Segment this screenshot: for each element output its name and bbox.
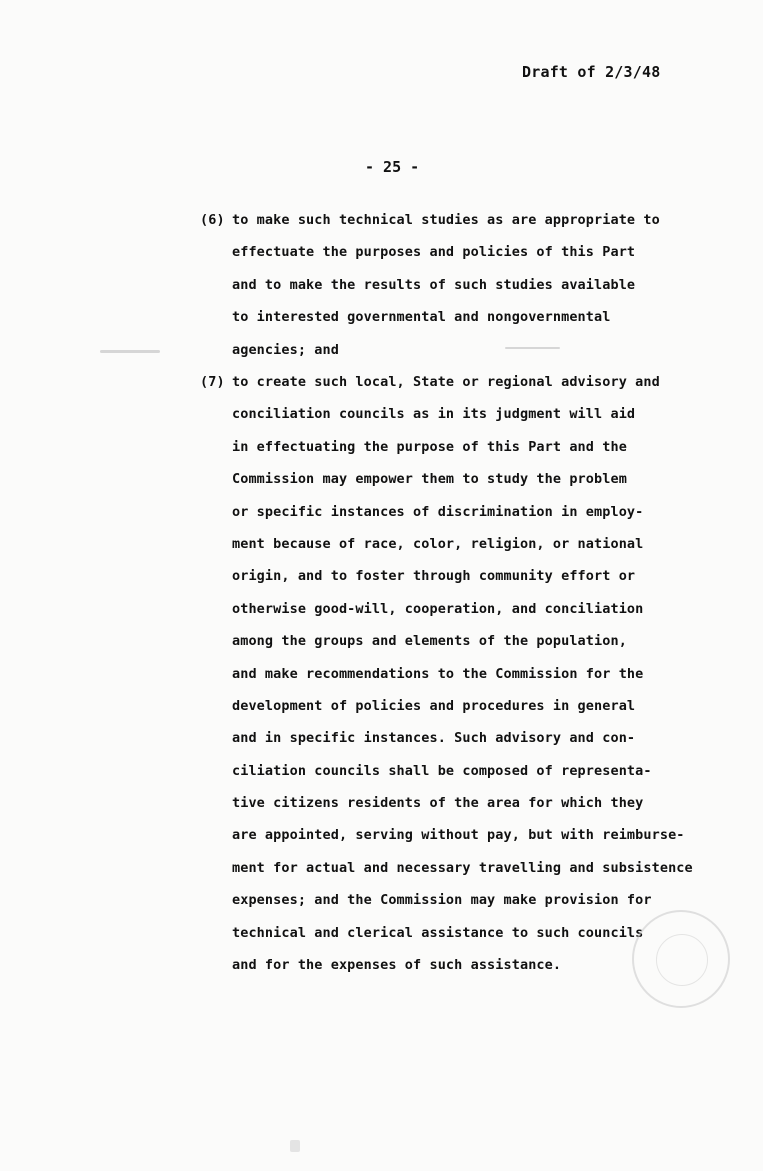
draft-date: Draft of 2/3/48 <box>522 63 661 81</box>
item-7-text-1: to create such local, State or regional advisory and <box>232 374 660 390</box>
item-6-line-5: agencies; and <box>232 341 339 358</box>
item-7-line-19: and for the expenses of such assistance. <box>232 957 562 974</box>
archive-seal-stamp <box>632 910 730 1008</box>
item-7-line-3: in effectuating the purpose of this Part and the <box>232 438 627 455</box>
item-7-line-16: ment for actual and necessary travelling and subsistence <box>232 859 693 876</box>
item-7-marker: (7) <box>200 374 225 390</box>
item-7-line-2: conciliation councils as in its judgment will aid <box>232 406 636 423</box>
scan-speck <box>290 1140 300 1152</box>
item-7-line-15: are appointed, serving without pay, but with reimburse- <box>232 827 685 844</box>
item-7-line-1 <box>200 366 720 398</box>
item-6-line-1 <box>200 204 720 236</box>
scan-speck <box>505 347 560 349</box>
item-6-marker: (6) <box>200 212 225 228</box>
item-7-line-8: otherwise good-will, cooperation, and conciliation <box>232 600 644 617</box>
item-6-text-1: to make such technical studies as are appropriate to <box>232 212 660 228</box>
item-6-line-4: to interested governmental and nongovernmental <box>232 309 611 326</box>
item-7-line-18: technical and clerical assistance to such councils <box>232 924 644 941</box>
item-7-line-4: Commission may empower them to study the problem <box>232 471 627 488</box>
item-6-line-3: and to make the results of such studies available <box>232 276 636 293</box>
page-number: - 25 - <box>365 158 420 176</box>
item-7-line-11: development of policies and procedures in general <box>232 697 636 714</box>
item-7-line-17: expenses; and the Commission may make provision for <box>232 892 652 909</box>
item-7-line-13: ciliation councils shall be composed of representa- <box>232 762 652 779</box>
list-item-7 <box>200 366 720 981</box>
item-7-line-9: among the groups and elements of the population, <box>232 633 627 650</box>
item-7-line-5: or specific instances of discrimination in employ- <box>232 503 644 520</box>
scan-speck <box>100 350 160 353</box>
item-6-line-2: effectuate the purposes and policies of this Part <box>232 244 636 261</box>
item-7-line-14: tive citizens residents of the area for which they <box>232 795 644 812</box>
list-item-6 <box>200 204 720 366</box>
item-7-line-6: ment because of race, color, religion, or national <box>232 535 644 552</box>
item-7-line-12: and in specific instances. Such advisory and con- <box>232 730 636 747</box>
item-7-line-10: and make recommendations to the Commission for the <box>232 665 644 682</box>
item-7-line-7: origin, and to foster through community effort or <box>232 568 636 585</box>
